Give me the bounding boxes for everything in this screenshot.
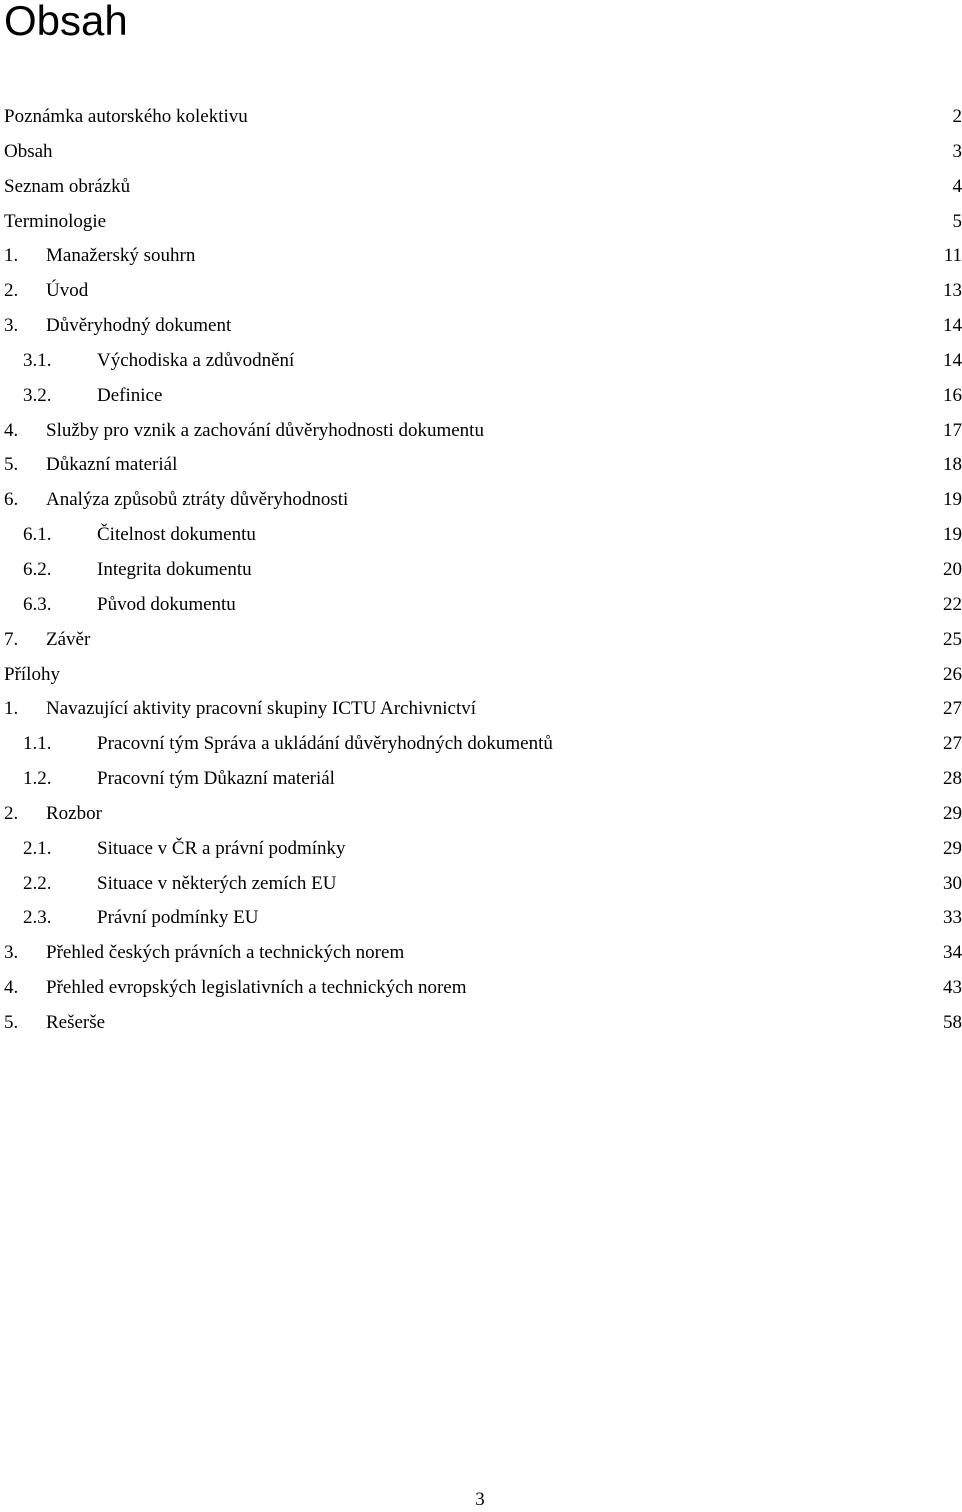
toc-entry-number: 2.1. [23,832,52,867]
toc-entry-page: 25 [943,623,962,658]
toc-entry-page: 4 [953,170,962,205]
toc-entry[interactable] [4,658,962,693]
toc-entry[interactable] [4,832,962,867]
toc-entry-number: 1. [4,692,18,727]
toc-entry-label: Seznam obrázků [4,170,130,205]
toc-entry-page: 58 [943,1006,962,1041]
toc-entry[interactable] [4,971,962,1006]
toc-entry[interactable] [4,344,962,379]
toc-entry-number: 1.2. [23,762,52,797]
toc-entry-page: 2 [953,100,962,135]
toc-entry-page: 14 [943,309,962,344]
toc-entry-number: 2.2. [23,867,52,902]
table-of-contents [4,100,962,1041]
toc-entry-number: 1. [4,239,18,274]
toc-entry-number: 6. [4,483,18,518]
toc-entry-page: 13 [943,274,962,309]
toc-entry-label: Přehled evropských legislativních a technických norem [46,971,467,1006]
toc-entry-label: Pracovní tým Důkazní materiál [97,762,335,797]
toc-entry-page: 19 [943,518,962,553]
toc-entry-label: Přehled českých právních a technických norem [46,936,404,971]
toc-entry-label: Původ dokumentu [97,588,236,623]
toc-entry[interactable] [4,414,962,449]
toc-entry-label: Pracovní tým Správa a ukládání důvěryhodných dokumentů [97,727,553,762]
toc-entry-page: 5 [953,205,962,240]
toc-entry-label: Rozbor [46,797,102,832]
toc-entry-number: 7. [4,623,18,658]
toc-entry-number: 5. [4,1006,18,1041]
toc-entry-page: 20 [943,553,962,588]
toc-entry[interactable] [4,448,962,483]
toc-entry-page: 30 [943,867,962,902]
toc-entry-number: 3.2. [23,379,52,414]
toc-entry-number: 6.2. [23,553,52,588]
toc-entry-label: Integrita dokumentu [97,553,252,588]
toc-entry[interactable] [4,518,962,553]
toc-entry-page: 33 [943,901,962,936]
toc-entry-page: 11 [944,239,962,274]
page-number: 3 [0,1488,960,1512]
toc-entry[interactable] [4,797,962,832]
toc-entry-label: Úvod [46,274,88,309]
toc-entry[interactable] [4,936,962,971]
toc-entry-number: 2. [4,274,18,309]
toc-entry-label: Definice [97,379,162,414]
toc-entry[interactable] [4,274,962,309]
toc-entry-number: 2. [4,797,18,832]
toc-entry-number: 2.3. [23,901,52,936]
toc-entry-page: 16 [943,379,962,414]
toc-entry-page: 26 [943,658,962,693]
toc-entry[interactable] [4,100,962,135]
toc-entry-page: 3 [953,135,962,170]
toc-entry-label: Rešerše [46,1006,105,1041]
toc-entry-number: 1.1. [23,727,52,762]
toc-entry[interactable] [4,483,962,518]
toc-entry[interactable] [4,309,962,344]
toc-entry[interactable] [4,867,962,902]
toc-entry-label: Terminologie [4,205,106,240]
toc-entry-label: Přílohy [4,658,60,693]
toc-entry-number: 4. [4,414,18,449]
toc-entry-page: 43 [943,971,962,1006]
toc-entry-page: 18 [943,448,962,483]
toc-entry[interactable] [4,379,962,414]
toc-entry-number: 5. [4,448,18,483]
toc-entry[interactable] [4,762,962,797]
toc-entry-page: 17 [943,414,962,449]
toc-entry[interactable] [4,692,962,727]
toc-entry[interactable] [4,135,962,170]
toc-entry-number: 6.1. [23,518,52,553]
toc-entry-label: Analýza způsobů ztráty důvěryhodnosti [46,483,348,518]
page-title: Obsah [4,0,128,48]
toc-entry-label: Závěr [46,623,90,658]
toc-entry-label: Poznámka autorského kolektivu [4,100,248,135]
toc-entry-page: 27 [943,692,962,727]
toc-entry[interactable] [4,623,962,658]
toc-entry[interactable] [4,727,962,762]
toc-entry-label: Navazující aktivity pracovní skupiny ICTU Archivnictví [46,692,476,727]
toc-entry-page: 34 [943,936,962,971]
toc-entry-page: 29 [943,797,962,832]
toc-entry-label: Situace v ČR a právní podmínky [97,832,346,867]
toc-entry[interactable] [4,170,962,205]
toc-entry-label: Právní podmínky EU [97,901,259,936]
toc-entry-number: 3. [4,309,18,344]
toc-entry-page: 14 [943,344,962,379]
toc-entry-number: 4. [4,971,18,1006]
toc-entry-label: Manažerský souhrn [46,239,195,274]
toc-entry[interactable] [4,1006,962,1041]
toc-entry[interactable] [4,239,962,274]
toc-entry-label: Služby pro vznik a zachování důvěryhodnosti dokumentu [46,414,484,449]
toc-entry-label: Důvěryhodný dokument [46,309,231,344]
toc-entry[interactable] [4,588,962,623]
toc-entry-page: 28 [943,762,962,797]
toc-entry-label: Důkazní materiál [46,448,177,483]
toc-entry-number: 3.1. [23,344,52,379]
toc-entry-page: 27 [943,727,962,762]
toc-entry[interactable] [4,553,962,588]
toc-entry-page: 19 [943,483,962,518]
toc-entry-label: Situace v některých zemích EU [97,867,337,902]
toc-entry-page: 29 [943,832,962,867]
toc-entry-label: Obsah [4,135,53,170]
toc-entry-page: 22 [943,588,962,623]
toc-entry-number: 3. [4,936,18,971]
toc-entry-label: Čitelnost dokumentu [97,518,256,553]
toc-entry-label: Východiska a zdůvodnění [97,344,294,379]
toc-entry[interactable] [4,901,962,936]
toc-entry[interactable] [4,205,962,240]
toc-entry-number: 6.3. [23,588,52,623]
